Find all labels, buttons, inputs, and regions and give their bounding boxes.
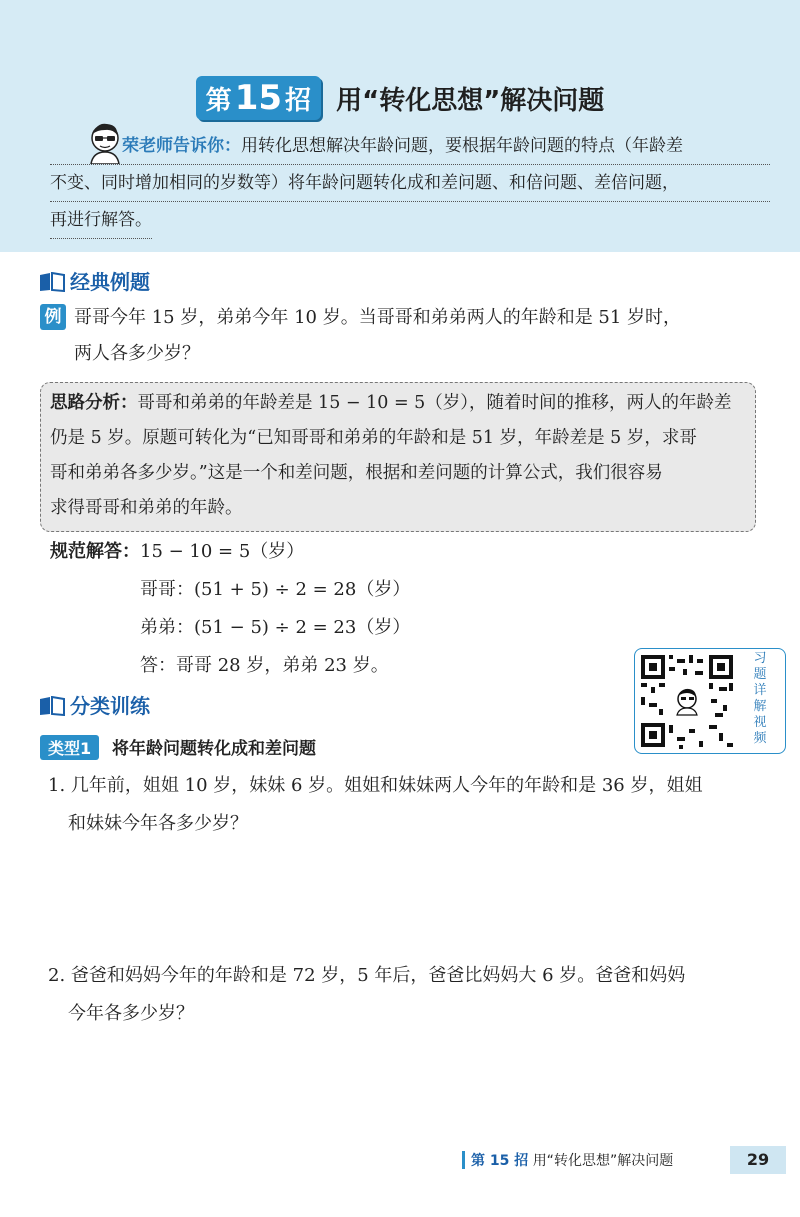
chapter-number: 15	[234, 78, 283, 118]
example-badge: 例	[40, 304, 66, 330]
qr-side-char: 详	[753, 683, 767, 698]
example-line-2: 两人各多少岁？	[74, 343, 200, 364]
chapter-suffix: 招	[285, 85, 312, 116]
tip-text-1: 用转化思想解决年龄问题，要根据年龄问题的特点（年龄差	[241, 136, 683, 156]
problem-1-line-2: 和妹妹今年各多少岁？	[68, 813, 248, 834]
qr-side-char: 视	[753, 715, 767, 730]
analysis-line-3: 哥和弟弟各多少岁。”这是一个和差问题，根据和差问题的计算公式，我们很容易	[50, 463, 663, 483]
tip-line-3: 再进行解答。	[50, 202, 152, 239]
footer-title: 用“转化思想”解决问题	[532, 1153, 674, 1169]
chapter-title: 用“转化思想”解决问题	[336, 85, 605, 116]
analysis-line-1: 哥哥和弟弟的年龄差是 15 − 10 = 5（岁），随着时间的推移，两人的年龄差	[137, 393, 732, 413]
teacher-tip	[50, 128, 770, 239]
footer-bar	[462, 1151, 465, 1169]
page-number: 29	[730, 1146, 786, 1174]
solution-line-1	[50, 534, 304, 570]
analysis-text	[50, 386, 750, 526]
section-classic-label: 经典例题	[70, 270, 150, 294]
book-icon	[38, 272, 66, 292]
chapter-title-row	[0, 76, 800, 120]
chapter-badge	[196, 76, 321, 120]
type-title: 将年龄问题转化成和差问题	[112, 739, 316, 759]
solution-label: 规范解答：	[50, 541, 140, 562]
qr-code-icon[interactable]	[639, 653, 735, 749]
section-training	[38, 690, 150, 719]
qr-side-char: 频	[753, 731, 767, 746]
tip-speaker: 荣老师告诉你：	[122, 136, 241, 156]
book-icon	[38, 696, 66, 716]
chapter-prefix: 第	[205, 85, 232, 116]
qr-video-card[interactable]	[634, 648, 786, 754]
solution-step-1: 15 − 10 = 5（岁）	[140, 541, 305, 562]
qr-side-char: 题	[753, 667, 767, 682]
problem-2-line-1: 2. 爸爸和妈妈今年的年龄和是 72 岁，5 年后，爸爸比妈妈大 6 岁。爸爸和妈妈	[48, 965, 686, 986]
tip-line-2: 不变、同时增加相同的岁数等）将年龄问题转化成和差问题、和倍问题、差倍问题，	[50, 165, 770, 202]
qr-side-label	[739, 651, 781, 749]
solution-answer: 答：哥哥 28 岁，弟弟 23 岁。	[140, 655, 389, 676]
page-footer	[462, 1150, 673, 1174]
qr-side-char: 解	[753, 699, 767, 714]
problem-2-line-2: 今年各多少岁？	[68, 1003, 194, 1024]
analysis-label: 思路分析：	[50, 393, 138, 413]
example-line-1: 哥哥今年 15 岁，弟弟今年 10 岁。当哥哥和弟弟两人的年龄和是 51 岁时，	[74, 307, 682, 328]
solution-step-3: 弟弟：(51 − 5) ÷ 2 = 23（岁）	[140, 617, 411, 638]
tip-line-1	[50, 128, 770, 165]
footer-chapter: 第 15 招	[471, 1153, 529, 1169]
section-training-label: 分类训练	[70, 694, 150, 718]
analysis-line-4: 求得哥哥和弟弟的年龄。	[50, 498, 243, 518]
section-classic-examples	[38, 266, 150, 295]
solution-step-2: 哥哥：(51 + 5) ÷ 2 = 28（岁）	[140, 579, 411, 600]
analysis-line-2: 仍是 5 岁。原题可转化为“已知哥哥和弟弟的年龄和是 51 岁，年龄差是 5 岁，求哥	[50, 428, 697, 448]
problem-1-line-1: 1. 几年前，姐姐 10 岁，妹妹 6 岁。姐姐和妹妹两人今年的年龄和是 36 岁，姐姐	[48, 775, 703, 796]
qr-side-char: 习	[753, 651, 767, 666]
type-badge: 类型1	[40, 735, 99, 760]
